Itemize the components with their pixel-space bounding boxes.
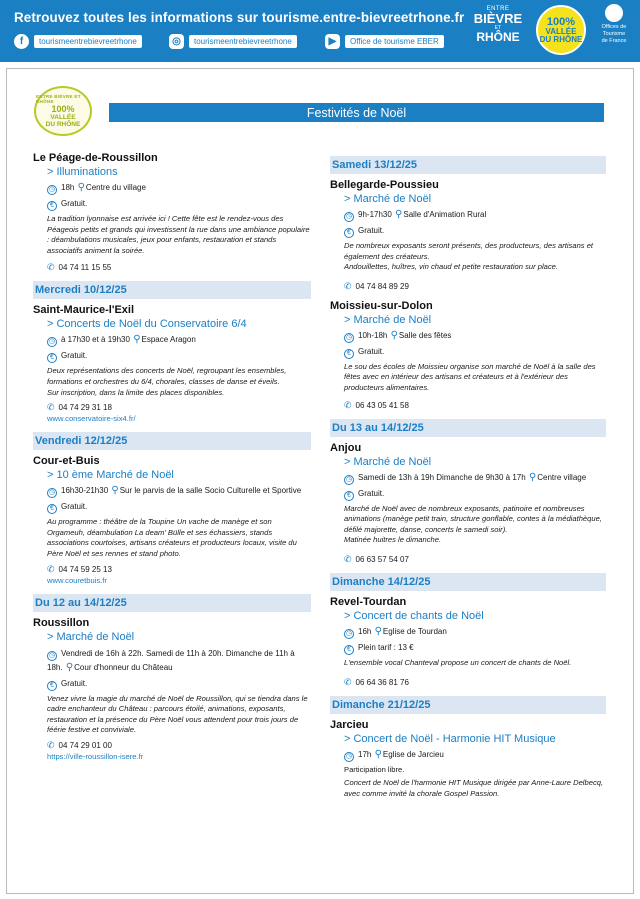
event-description: La tradition lyonnaise est arrivée ici ! Cette fête est le rendez-vous des Péageois petits et grands qui investissent la rue dans une ambiance populaire : déambulations musicales, jeux pour enfants, restauration et stands associatifs animent la soirée. xyxy=(47,214,310,255)
event-jarcieu xyxy=(330,719,606,800)
event-place: Roussillon xyxy=(33,616,90,629)
date-header: Dimanche 14/12/25 xyxy=(330,573,606,591)
phone-icon: ✆ xyxy=(47,739,55,750)
instagram-icon: ◎ xyxy=(169,34,184,49)
event-phone: ✆ 06 43 05 41 58 xyxy=(344,399,409,410)
event-website-link[interactable]: https://ville-roussillon-isere.fr xyxy=(47,751,144,761)
event-when: ◷ à 17h30 et à 19h30 ⚲Espace Aragon xyxy=(48,334,196,346)
location-pin-icon: ⚲ xyxy=(374,748,382,760)
facebook-label: tourismeentrebievreetrhone xyxy=(34,35,142,48)
phone-icon: ✆ xyxy=(344,280,352,291)
event-when: ◷ 17h ⚲Eglise de Jarcieu xyxy=(345,748,444,760)
event-website-link[interactable]: www.couretbuis.fr xyxy=(47,575,107,585)
location-pin-icon: ⚲ xyxy=(390,329,398,341)
event-phone: ✆ 04 74 11 15 55 xyxy=(47,262,112,273)
event-roussillon xyxy=(33,617,311,762)
event-description: De nombreux exposants seront présents, des producteurs, des artisans et également des créateurs. xyxy=(344,241,594,261)
event-peage xyxy=(33,152,311,273)
euro-icon: € xyxy=(344,349,354,359)
location-pin-icon: ⚲ xyxy=(374,625,382,637)
event-price: € Gratuit. xyxy=(47,501,311,514)
event-title[interactable]: > Marché de Noël xyxy=(344,455,432,468)
event-place: Saint-Maurice-l'Exil xyxy=(33,304,135,317)
event-price: € Plein tarif : 13 € xyxy=(344,642,606,655)
event-when: ◷ 18h ⚲Centre du village xyxy=(48,182,146,193)
facebook-link[interactable] xyxy=(14,33,142,49)
youtube-link[interactable] xyxy=(325,33,444,49)
date-header: Mercredi 10/12/25 xyxy=(33,281,311,299)
event-title[interactable]: > Marché de Noël xyxy=(344,193,432,205)
event-title[interactable]: > Marché de Noël xyxy=(344,313,432,326)
location-pin-icon: ⚲ xyxy=(77,182,85,193)
youtube-icon: ▶ xyxy=(325,34,340,49)
header-title: Retrouvez toutes les informations sur tourisme.entre-bievreetrhone.fr xyxy=(14,10,465,25)
event-description: Deux représentations des concerts de Noël, regroupant les ensembles, formations et orchestres du 6/4, chorales, classes de danse et éveils. xyxy=(47,366,287,386)
event-phone: ✆ 04 74 29 01 00 xyxy=(47,739,112,750)
clock-icon: ◷ xyxy=(345,213,353,220)
bievre-rhone-logo: ENTRE BIÈVRE ET RHÔNE xyxy=(473,6,523,44)
event-place: Bellegarde-Poussieu xyxy=(330,179,439,191)
event-price: € Gratuit. xyxy=(47,350,311,363)
event-cour-et-buis xyxy=(33,455,311,585)
phone-icon: ✆ xyxy=(344,399,352,410)
clock-icon: ◷ xyxy=(48,186,56,193)
event-moissieu xyxy=(330,300,606,411)
event-description: L'ensemble vocal Chanteval propose un concert de chants de Noël. xyxy=(344,657,572,667)
event-title[interactable]: > Illuminations xyxy=(47,166,118,178)
event-phone: ✆ 06 63 57 54 07 xyxy=(344,553,409,564)
offices-tourisme-logo: Offices de Tourisme de France xyxy=(592,4,636,58)
event-description: Le sou des écoles de Moissieu organise son marché de Noël à la salle des fêtes avec en intérieur des artisans et créateurs et à l'extérieur des producteurs alimentaires. xyxy=(344,361,596,392)
event-phone: ✆ 04 74 59 25 13 xyxy=(47,563,112,574)
phone-icon: ✆ xyxy=(344,553,352,564)
event-anjou xyxy=(330,442,606,565)
event-price: € Gratuit. xyxy=(47,678,311,691)
location-pin-icon: ⚲ xyxy=(133,334,141,346)
event-price: € Gratuit. xyxy=(344,488,606,501)
clock-icon: ◷ xyxy=(48,489,56,497)
event-title[interactable]: > Marché de Noël xyxy=(47,630,135,643)
euro-icon: € xyxy=(47,353,57,363)
offices-tourisme-icon xyxy=(605,4,623,22)
header-band xyxy=(0,0,640,62)
event-when: ◷ 10h-18h ⚲Salle des fêtes xyxy=(345,329,452,341)
clock-icon: ◷ xyxy=(48,651,56,659)
date-header: Du 13 au 14/12/25 xyxy=(330,419,606,437)
event-phone: ✆ 06 64 36 81 76 xyxy=(344,676,409,687)
event-description-extra: Matinée huitres le dimanche. xyxy=(344,535,442,545)
event-price: € Gratuit. xyxy=(344,346,606,359)
date-header: Dimanche 21/12/25 xyxy=(330,696,606,714)
euro-icon: € xyxy=(344,491,354,501)
event-price: € Gratuit. xyxy=(344,225,606,238)
euro-icon: € xyxy=(344,645,354,655)
phone-icon: ✆ xyxy=(47,262,55,273)
left-column xyxy=(33,152,311,764)
event-saint-maurice xyxy=(33,304,311,424)
clock-icon: ◷ xyxy=(345,752,353,760)
date-header: Du 12 au 14/12/25 xyxy=(33,594,311,612)
event-place: Revel-Tourdan xyxy=(330,595,407,608)
event-website-link[interactable]: www.conservatoire-six4.fr/ xyxy=(47,414,136,424)
clock-icon: ◷ xyxy=(345,629,353,637)
facebook-icon: f xyxy=(14,34,29,49)
event-when: ◷ Vendredi de 16h à 22h. Samedi de 11h à 20h. Dimanche de 11h à 18h. ⚲Cour d'honneur du Château xyxy=(47,648,295,673)
date-header: Vendredi 12/12/25 xyxy=(33,432,311,450)
instagram-link[interactable] xyxy=(169,33,297,49)
event-place: Jarcieu xyxy=(330,718,369,731)
event-when: ◷ Samedi de 13h à 19h Dimanche de 9h30 à 17h ⚲Centre village xyxy=(345,471,587,483)
event-place: Anjou xyxy=(330,441,362,454)
event-description: Concert de Noël de l'harmonie HIT Musique dirigée par Anne-Laure Delbecq, avec comme invité la chorale Gospel Passion. xyxy=(344,778,604,798)
location-pin-icon: ⚲ xyxy=(528,471,537,483)
event-description: Marché de Noël avec de nombreux exposants, patinoire et nombreuses animations (manège petit train, structure gonflable, contes à la médiathèque, défilé majorette, danse, concerts le samedi soir). xyxy=(344,503,602,534)
event-price: Participation libre. xyxy=(344,764,405,774)
event-phone: ✆ 04 74 84 89 29 xyxy=(344,280,409,291)
event-phone: ✆ 04 74 29 31 18 xyxy=(47,402,112,413)
event-description: Au programme : théâtre de la Toupine Un vache de manège et son Orgameuh, déambulation La deam' Bülle et ses échassiers, stands associations courtoises, artisans créateurs et producteurs locaux, visite du Père Noël et ses rennes et stand photo. xyxy=(47,517,297,558)
event-place: Le Péage-de-Roussillon xyxy=(33,152,158,164)
event-title[interactable]: > Concerts de Noël du Conservatoire 6/4 xyxy=(47,318,247,331)
date-header: Samedi 13/12/25 xyxy=(330,156,606,174)
event-bellegarde xyxy=(330,179,606,292)
phone-icon: ✆ xyxy=(47,563,55,574)
clock-icon: ◷ xyxy=(48,338,56,346)
euro-icon: € xyxy=(47,681,57,691)
phone-icon: ✆ xyxy=(344,676,352,687)
euro-icon: € xyxy=(47,504,57,514)
event-place: Cour-et-Buis xyxy=(33,455,100,468)
event-price: € Gratuit. xyxy=(47,198,311,211)
vallee-rhone-logo: ENTRE BIÈVRE ET RHÔNE 100% VALLÉE DU RHÔNE xyxy=(34,86,92,136)
event-description-extra: Andouillettes, huîtres, vin chaud et petite restauration sur place. xyxy=(344,262,559,272)
location-pin-icon: ⚲ xyxy=(65,661,74,673)
clock-icon: ◷ xyxy=(345,475,353,483)
vallee-rhone-badge: 100% VALLÉE DU RHÔNE xyxy=(536,5,586,55)
euro-icon: € xyxy=(47,201,57,211)
event-title[interactable]: > 10 ème Marché de Noël xyxy=(47,469,174,482)
event-place: Moissieu-sur-Dolon xyxy=(330,299,433,312)
event-note: Sur inscription, dans la limite des places disponibles. xyxy=(47,387,225,397)
event-title[interactable]: > Concert de Noël - Harmonie HIT Musique xyxy=(344,732,556,745)
event-title[interactable]: > Concert de chants de Noël xyxy=(344,609,484,622)
event-description: Venez vivre la magie du marché de Noël de Roussillon, qui se tiendra dans le cadre enchanteur du Château : parcours étoilé, animations, exposants, restauration et la présence du Père Noël vous attendent pour trois jours de féérie festive et conviviale. xyxy=(47,693,308,735)
event-when: ◷ 16h30-21h30 ⚲Sur le parvis de la salle Socio Culturelle et Sportive xyxy=(48,485,302,497)
event-revel-tourdan xyxy=(330,596,606,688)
event-when: ◷ 16h ⚲Eglise de Tourdan xyxy=(345,625,447,637)
location-pin-icon: ⚲ xyxy=(395,209,403,220)
youtube-label: Office de tourisme EBER xyxy=(345,35,444,48)
euro-icon: € xyxy=(344,228,354,238)
instagram-label: tourismeentrebievreetrhone xyxy=(189,35,297,48)
right-column xyxy=(330,152,606,801)
clock-icon: ◷ xyxy=(345,333,353,341)
phone-icon: ✆ xyxy=(47,402,55,413)
page-title: Festivités de Noël xyxy=(109,103,604,122)
location-pin-icon: ⚲ xyxy=(111,485,119,497)
event-when: ◷ 9h-17h30 ⚲Salle d'Animation Rural xyxy=(345,209,487,220)
